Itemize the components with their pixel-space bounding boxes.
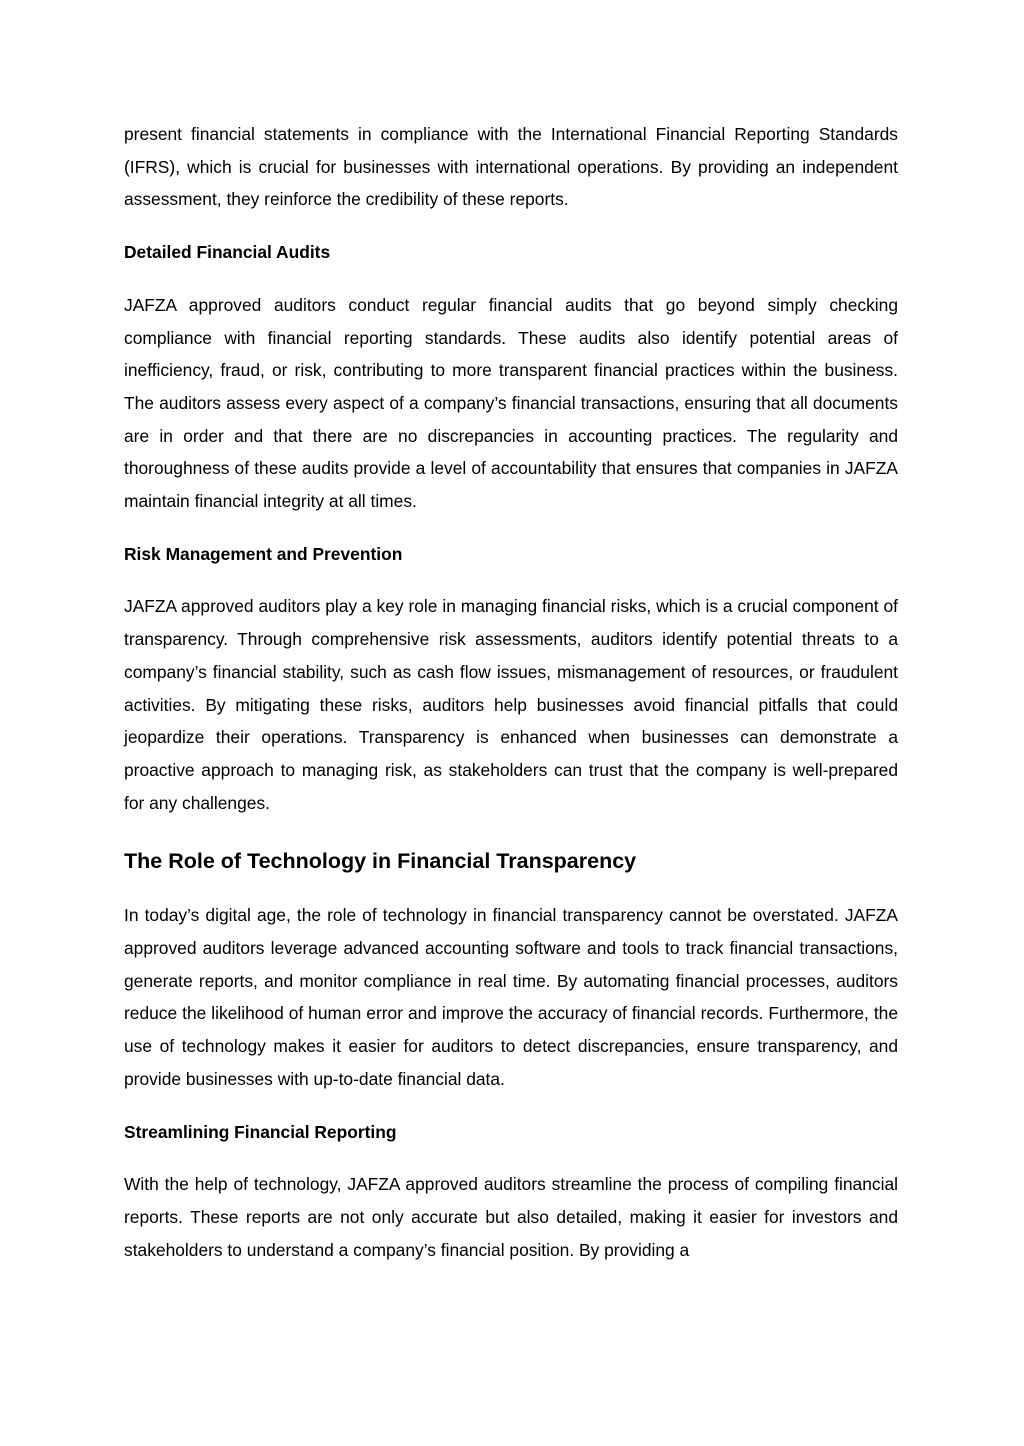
section-heading-detailed-financial-audits: Detailed Financial Audits <box>124 242 331 263</box>
section-heading-risk-management: Risk Management and Prevention <box>124 543 403 564</box>
intro-paragraph: present financial statements in compliance with the International Financial Reporting Standards (IFRS), which is crucial for businesses with international operations. By providing an independent assessment, they reinforce the credibility of these reports. <box>124 124 898 210</box>
section-heading-role-of-technology: The Role of Technology in Financial Transparency <box>124 849 637 874</box>
streamlining-paragraph: With the help of technology, JAFZA approved auditors streamline the process of compiling financial reports. These reports are not only accurate but also detailed, making it easier for investors and stakeholders to understand a company’s financial position. By providing a <box>124 1174 898 1260</box>
risk-paragraph: JAFZA approved auditors play a key role in managing financial risks, which is a crucial component of transparency. Through comprehensive risk assessments, auditors identify potential threats to a company’s financial stability, such as cash flow issues, mismanagement of resources, or fraudulent activities. By mitigating these risks, auditors help businesses avoid financial pitfalls that could jeopardize their operations. Transparency is enhanced when businesses can demonstrate a proactive approach to managing risk, as stakeholders can trust that the company is well-prepared for any challenges. <box>124 596 898 813</box>
technology-paragraph: In today’s digital age, the role of technology in financial transparency cannot be overstated. JAFZA approved auditors leverage advanced accounting software and tools to track financial transactions, generate reports, and monitor compliance in real time. By automating financial processes, auditors reduce the likelihood of human error and improve the accuracy of financial records. Furthermore, the use of technology makes it easier for auditors to detect discrepancies, ensure transparency, and provide businesses with up-to-date financial data. <box>124 905 898 1089</box>
document-page <box>124 118 898 1266</box>
audits-paragraph: JAFZA approved auditors conduct regular financial audits that go beyond simply checking compliance with financial reporting standards. These audits also identify potential areas of inefficiency, fraud, or risk, contributing to more transparent financial practices within the business. The auditors assess every aspect of a company’s financial transactions, ensuring that all documents are in order and that there are no discrepancies in accounting practices. The regularity and thoroughness of these audits provide a level of accountability that ensures that companies in JAFZA maintain financial integrity at all times. <box>124 294 898 512</box>
section-heading-streamlining-reporting: Streamlining Financial Reporting <box>124 1121 397 1142</box>
